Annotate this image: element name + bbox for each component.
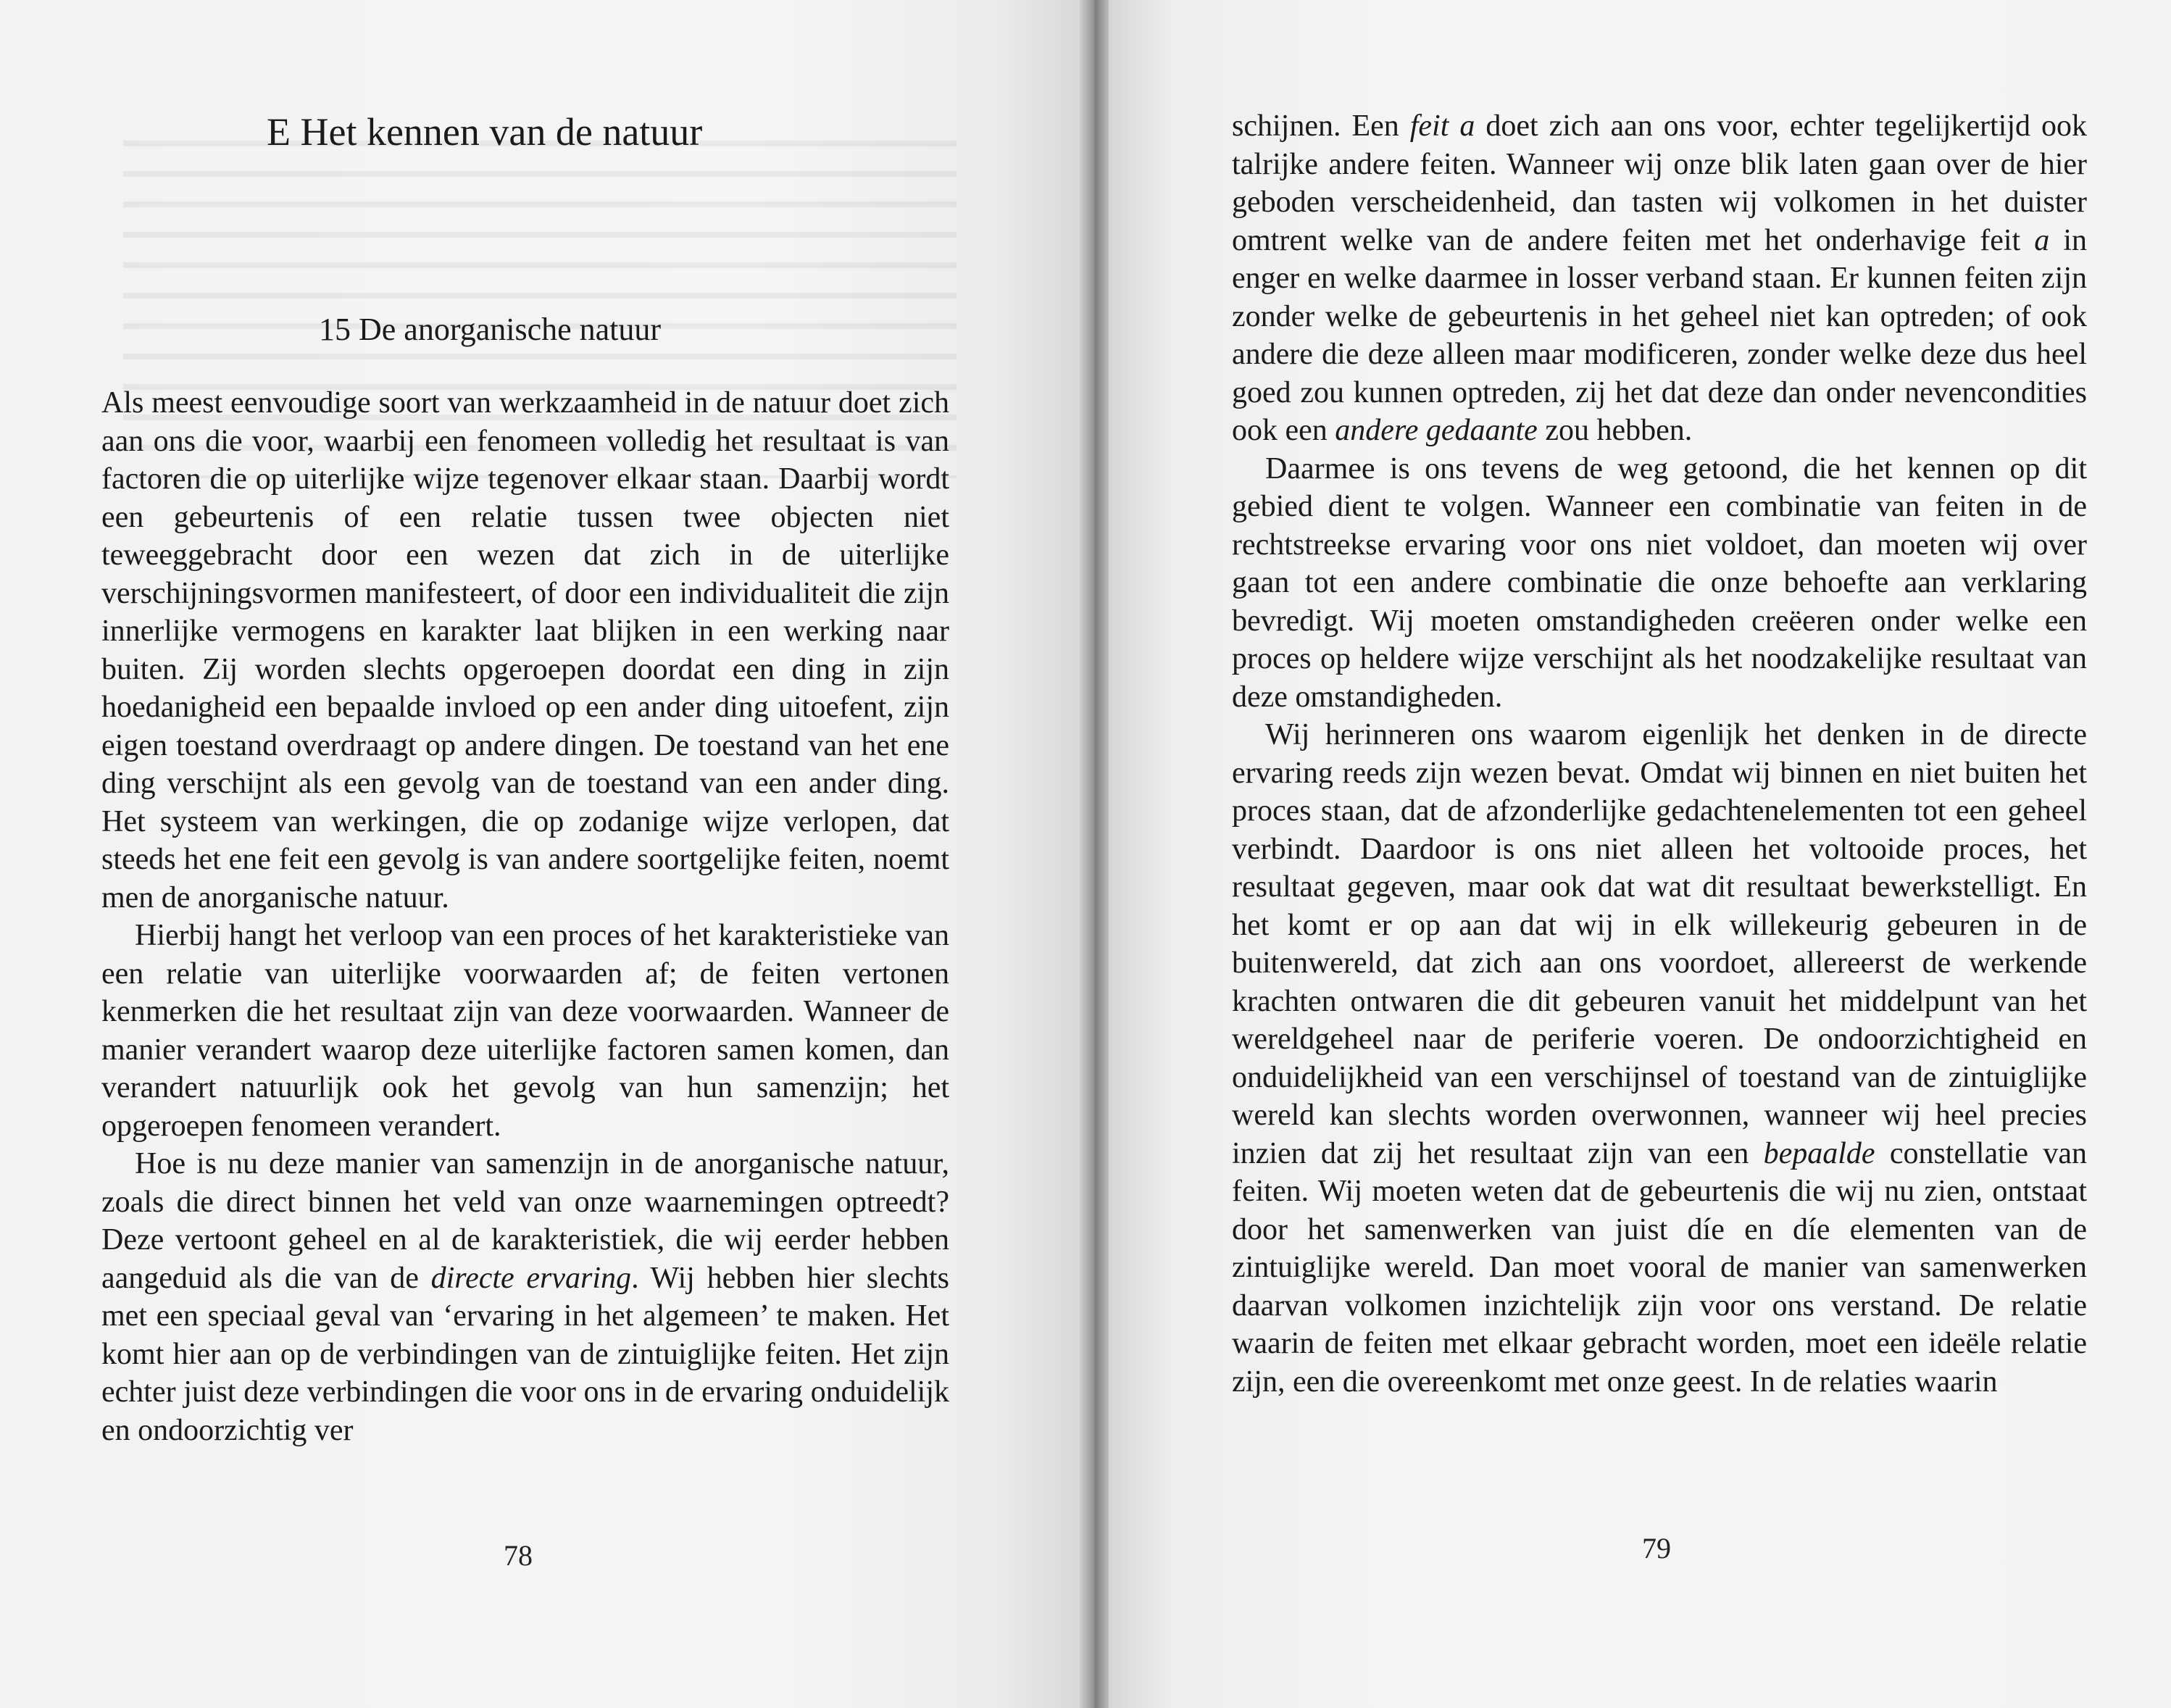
paragraph-3: [101, 1145, 949, 1449]
paragraph-continued: [1232, 107, 2087, 450]
paragraph-4: Daarmee is ons tevens de weg getoond, die het kennen op dit gebied dient te volgen. Wanneer een combinatie van feiten in de rechtstreekse ervaring voor ons niet voldoet, dan moeten wij over gaan tot een andere combinatie die onze behoefte aan verklaring bevredigt. Wij moeten omstandigheden creëeren onder welke een proces op heldere wijze verschijnt als het noodzakelijke resultaat van deze omstandigheden.: [1232, 451, 2087, 714]
left-page: [0, 0, 1080, 1708]
paragraph-5: [1232, 716, 2087, 1401]
paragraph-3-emphasis: directe ervaring: [430, 1261, 632, 1295]
p1-text-b: doet zich aan ons voor, echter tegelijkertijd ook talrijke andere feiten. Wanneer wij onze blik laten gaan over de hier geboden verscheidenheid, dan tasten wij volkomen in het duister omtrent welke van de andere feiten met het onderhavige feit: [1232, 109, 2087, 257]
p1-text-c: in enger en welke daarmee in losser verband staan. Er kunnen feiten zijn zonder welke de gebeurtenis in het geheel niet kan optreden; of ook andere die deze alleen maar modificeren, zonder welke deze dus heel goed zou kunnen optreden, zij het dat deze dan onder nevencondities ook een: [1232, 223, 2088, 447]
section-title: E Het kennen van de natuur: [267, 110, 703, 154]
paragraph-3-text-a: Hoe is nu deze manier van samenzijn in de anorganische natuur, zoals die direct binnen het veld van onze waarnemingen optreedt? Deze vertoont geheel en al de karakteristiek, die wij eerder hebben aangeduid als die van de: [101, 1147, 949, 1295]
left-page-body: [101, 384, 949, 1449]
p3-text-a: Wij herinneren ons waarom eigenlijk het denken in de directe ervaring reeds zijn wezen bevat. Omdat wij binnen en niet buiten het proces staan, dat de afzonderlijke gedachtenelementen tot een geheel verbindt. Daardoor is ons niet alleen het voltooide proces, het resultaat gegeven, maar ook dat wat dit resultaat bewerkstelligt. En het komt er op aan dat wij in elk willekeurig gebeuren in de buitenwereld, dat zich aan ons voordoet, allereerst de werkende krachten ontwaren die dit gebeuren vanuit het middelpunt van het wereldgeheel naar de periferie voeren. De ondoorzichtigheid en onduidelijkheid van een verschijnsel of toestand van de zintuiglijke wereld kan slechts worden overwonnen, wanneer wij heel precies inzien dat zij het resultaat zijn van een: [1232, 718, 2087, 1170]
page-number-left: 78: [504, 1539, 533, 1572]
paragraph-2: Hierbij hangt het verloop van een proces of het karakteristieke van een relatie van uiterlijke voorwaarden af; de feiten vertonen kenmerken die het resultaat zijn van deze voorwaarden. Wanneer de manier verandert waarop deze uiterlijke factoren samen komen, dan verandert natuurlijk ook het gevolg van hun samenzijn; het opgeroepen fenomeen verandert.: [101, 919, 949, 1143]
book-gutter: [1080, 0, 1109, 1708]
p1-emphasis-3: andere gedaante: [1335, 414, 1538, 447]
p1-emphasis-2: a: [2034, 223, 2050, 257]
p1-text-d: zou hebben.: [1537, 414, 1693, 447]
page-number-right: 79: [1642, 1532, 1671, 1565]
p3-emphasis: bepaalde: [1763, 1136, 1875, 1170]
paragraph-3-text-b: . Wij hebben hier slechts met een speciaal geval van ‘ervaring in het algemeen’ te maken. Het komt hier aan op de verbindingen van de zintuiglijke feiten. Het zijn echter juist deze verbindingen die voor ons in de ervaring onduidelijk en ondoorzichtig ver: [101, 1261, 949, 1447]
chapter-title: 15 De anorganische natuur: [319, 312, 662, 347]
p1-text-a: schijnen. Een: [1232, 109, 1410, 143]
paragraph-1: Als meest eenvoudige soort van werkzaamheid in de natuur doet zich aan ons die voor, waarbij een fenomeen volledig het resultaat is van factoren die op uiterlijke wijze tegenover elkaar staan. Daarbij wordt een gebeurtenis of een relatie tussen twee objecten niet teweeggebracht door een wezen dat zich in de uiterlijke verschijningsvormen manifesteert, of door een individualiteit die zijn innerlijke vermogens en karakter laat blijken in een werking naar buiten. Zij worden slechts opgeroepen doordat een ding in zijn hoedanigheid een bepaalde invloed op een ander ding uitoefent, zijn eigen toestand overdraagt op andere dingen. De toestand van het ene ding verschijnt als een gevolg van de toestand van een ander ding. Het systeem van werkingen, die op zodanige wijze verlopen, dat steeds het ene feit een gevolg is van andere soortgelijke feiten, noemt men de anorganische natuur.: [101, 386, 949, 915]
p3-text-b: constellatie van feiten. Wij moeten weten dat de gebeurtenis die wij nu zien, ontstaat door het samenwerken van juist díe en díe elementen van de zintuiglijke wereld. Dan moet vooral de manier van samenwerken daarvan volkomen inzichtelijk zijn voor ons verstand. De relatie waarin de feiten met elkaar gebracht worden, moet een ideële relatie zijn, een die overeenkomt met onze geest. In de relaties waarin: [1232, 1136, 2087, 1399]
p1-emphasis-1: feit a: [1409, 109, 1475, 143]
right-page-body: [1232, 107, 2087, 1401]
